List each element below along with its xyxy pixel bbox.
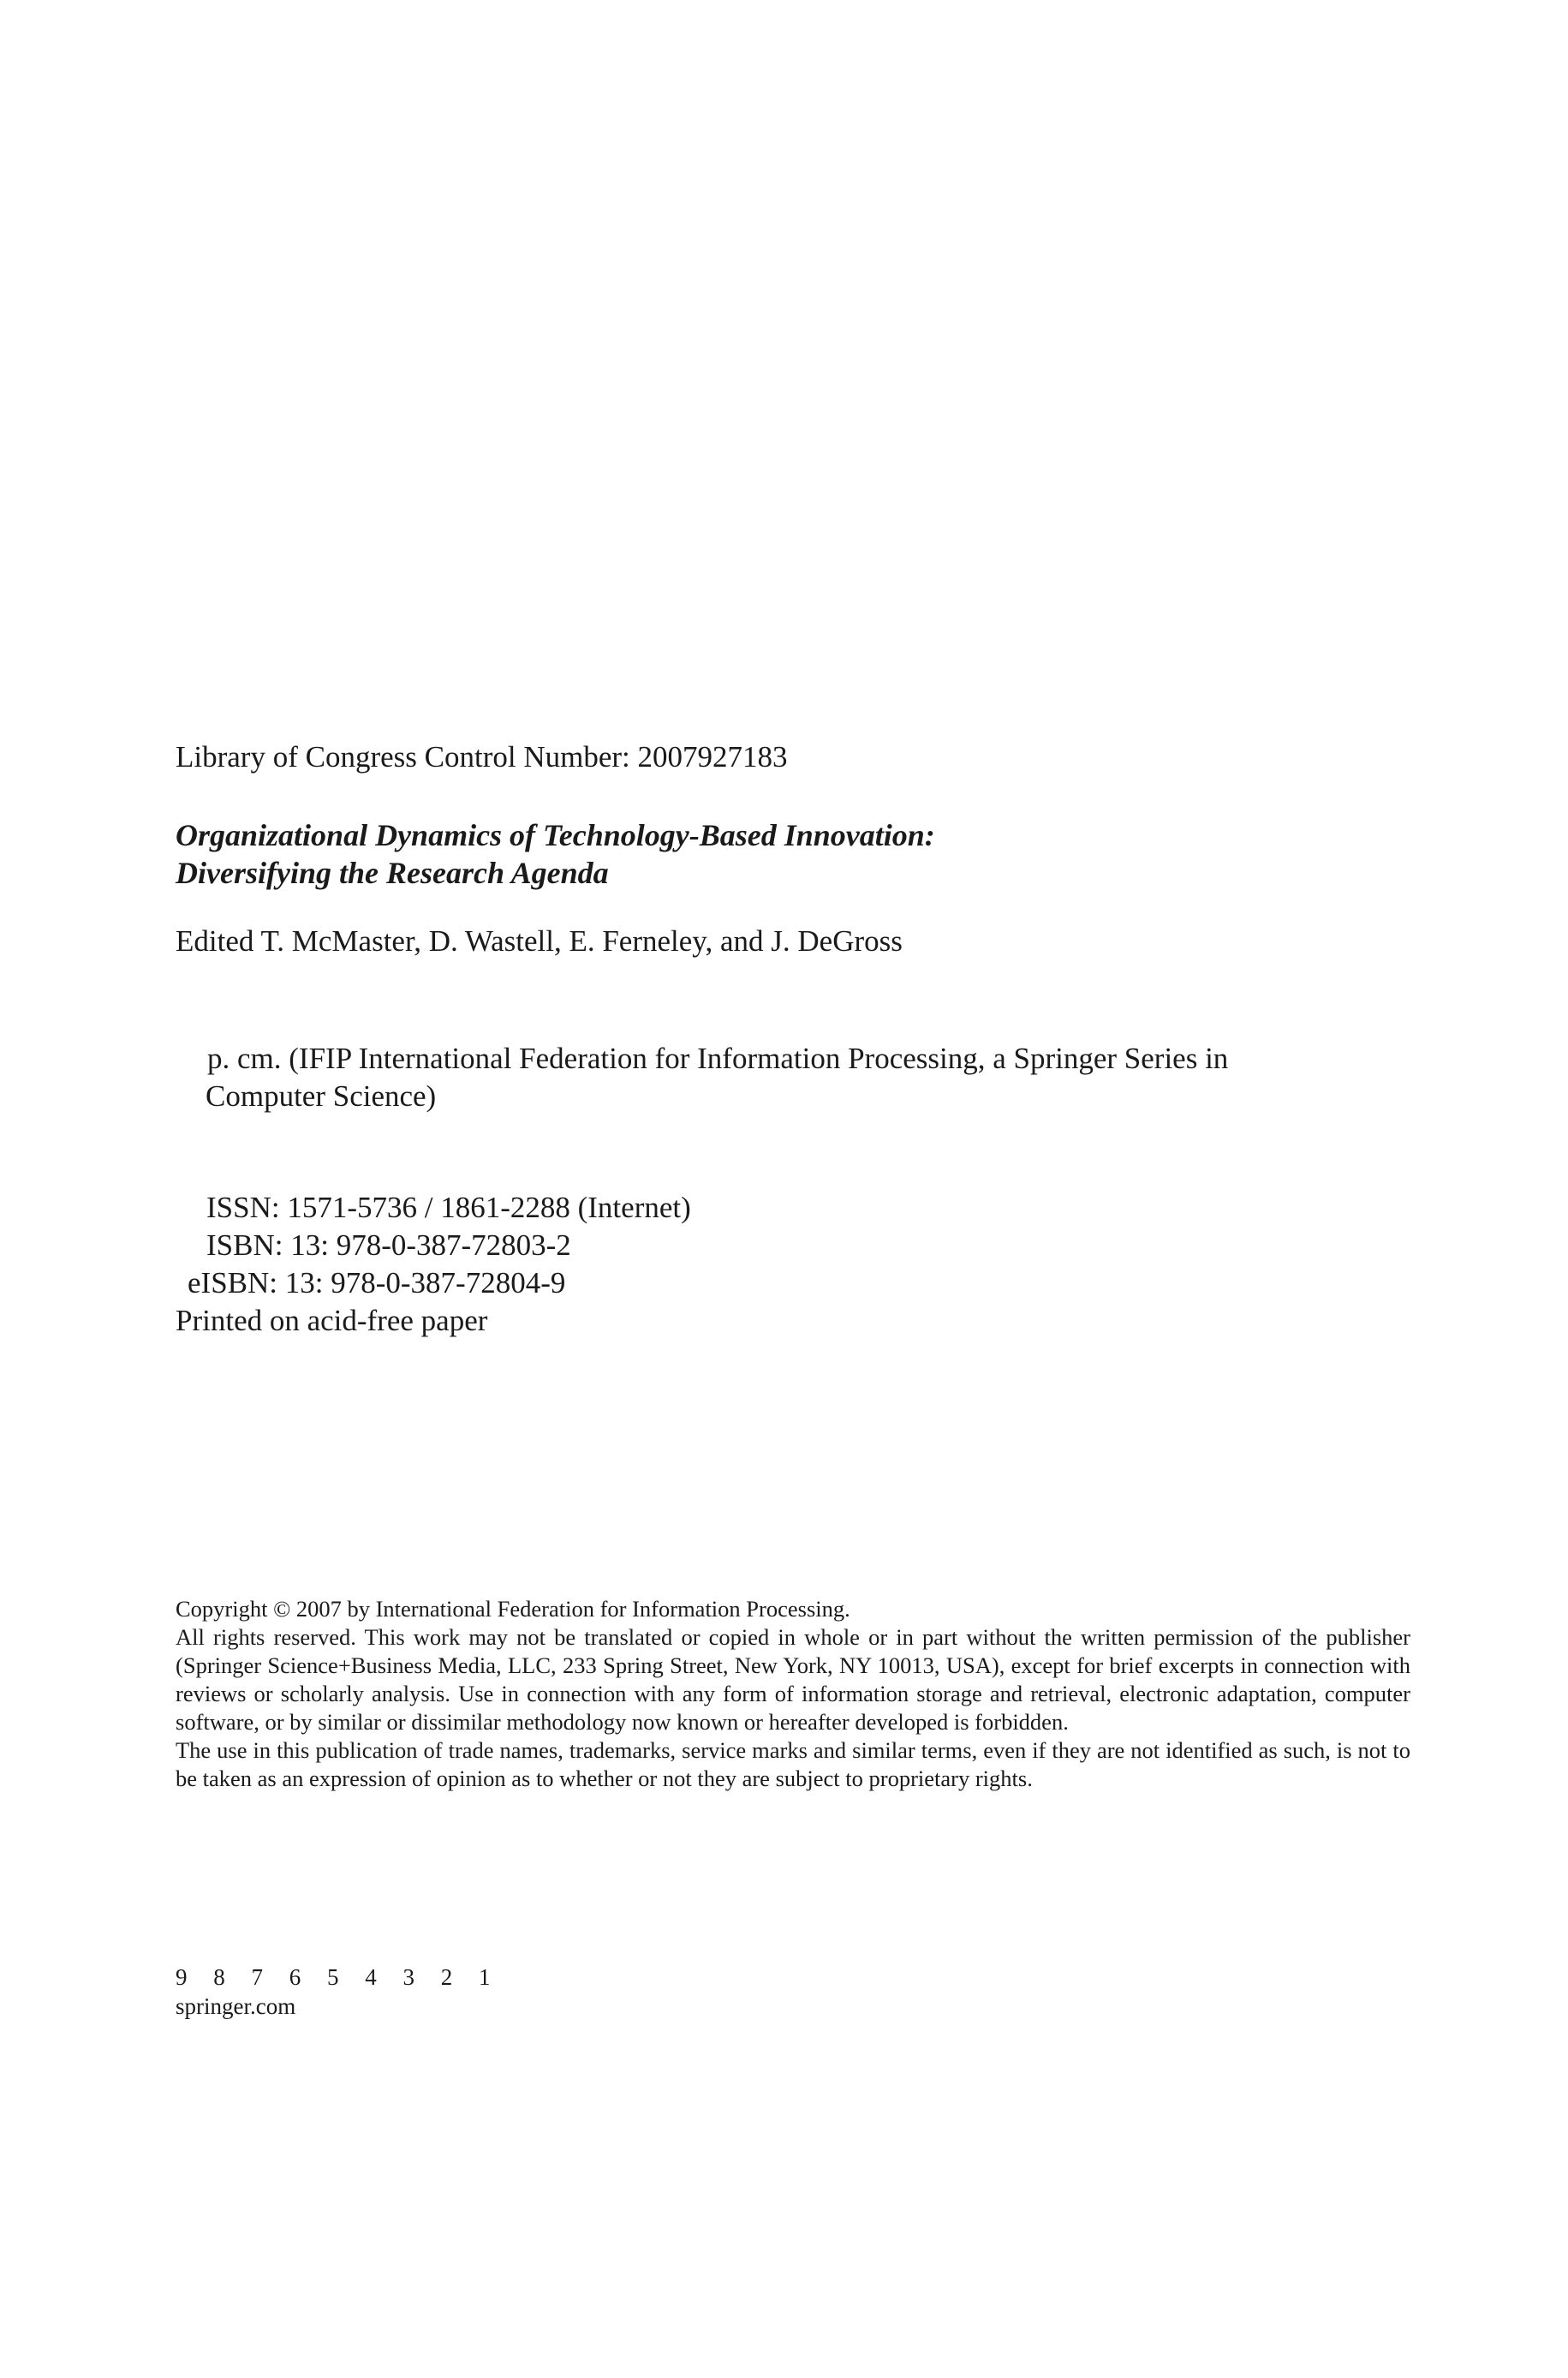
book-title — [176, 816, 935, 892]
copyright-line: Copyright © 2007 by International Federation for Information Processing. — [176, 1596, 850, 1622]
printing-number-line: 9 8 7 6 5 4 3 2 1 — [176, 1964, 501, 1990]
issn-line: ISSN: 1571-5736 / 1861-2288 (Internet) — [206, 1191, 691, 1224]
printing-info — [176, 1963, 501, 2021]
eisbn-line: eISBN: 13: 978-0-387-72804-9 — [188, 1266, 566, 1300]
series-line-1: p. cm. (IFIP International Federation for Information Processing, a Springer Series in — [207, 1042, 1229, 1075]
trademarks-paragraph: The use in this publication of trade names, trademarks, service marks and similar terms, even if they are not identified as such, is not to be taken as an expression of opinion as to whether or not they are subject to proprietary rights. — [176, 1737, 1410, 1791]
book-title-line-2: Diversifying the Research Agenda — [176, 856, 609, 890]
identifiers — [176, 1189, 691, 1340]
rights-paragraph: All rights reserved. This work may not be translated or copied in whole or in part without the written permission of the publisher (Springer Science+Business Media, LLC, 233 Spring Street, New York, NY 10013, USA), except for brief excerpts in connection with reviews or scholarly analysis. Use in connection with any form of information storage and retrieval, electronic adaptation, computer software, or by similar or dissimilar methodology now known or hereafter developed is forbidden. — [176, 1624, 1410, 1735]
publisher-url: springer.com — [176, 1993, 296, 2019]
paper-note: Printed on acid-free paper — [176, 1304, 488, 1337]
book-title-line-1: Organizational Dynamics of Technology-Based Innovation: — [176, 818, 935, 852]
copyright-notice — [176, 1595, 1410, 1793]
lccn-line: Library of Congress Control Number: 2007927183 — [176, 740, 788, 774]
editors-line: Edited T. McMaster, D. Wastell, E. Ferneley, and J. DeGross — [176, 924, 903, 958]
isbn-line: ISBN: 13: 978-0-387-72803-2 — [206, 1228, 571, 1262]
series-line-2: Computer Science) — [206, 1079, 437, 1113]
series-info — [206, 1040, 1228, 1115]
